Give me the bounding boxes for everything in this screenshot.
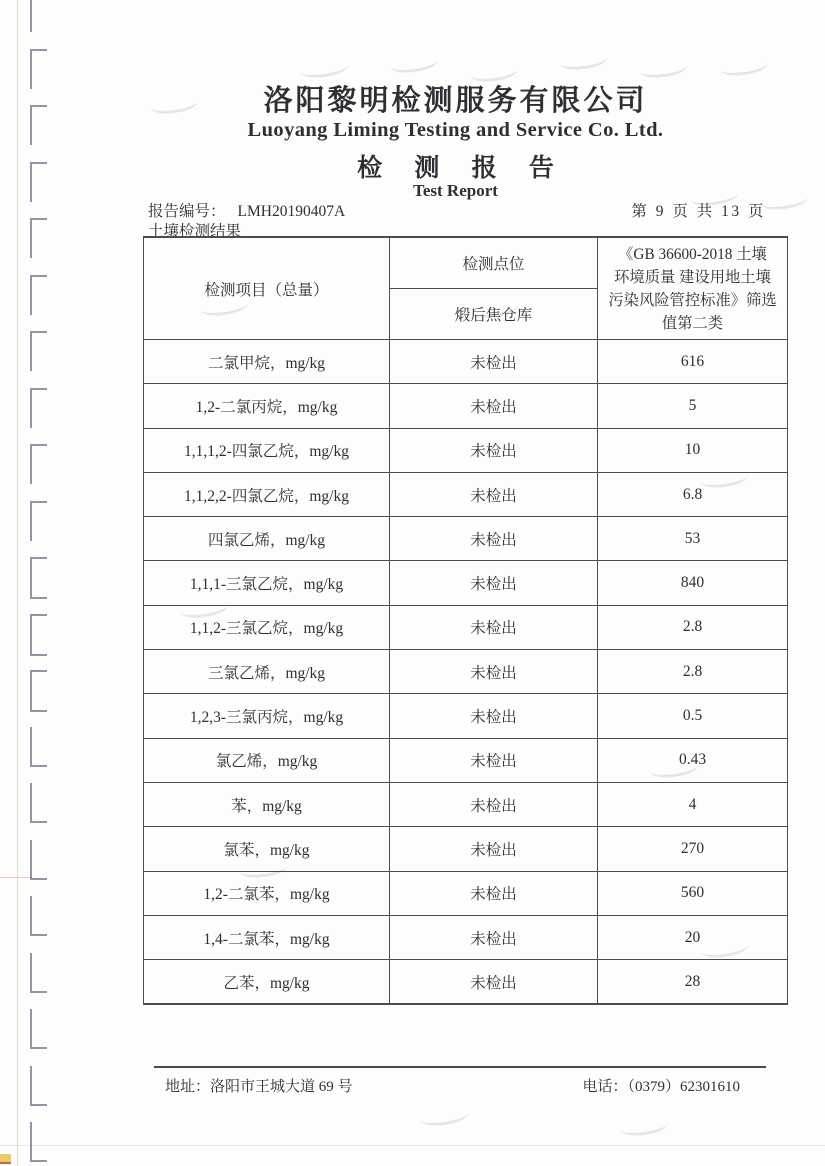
table-row bbox=[144, 472, 788, 516]
header-cell-standard bbox=[598, 237, 788, 340]
cell-limit: 5 bbox=[598, 384, 788, 428]
cell-result: 未检出 bbox=[390, 694, 598, 738]
cell-item: 三氯乙烯，mg/kg bbox=[144, 650, 390, 694]
standard-line: 环境质量 建设用地土壤 bbox=[614, 268, 771, 286]
cell-item: 1,1,1,2-四氯乙烷，mg/kg bbox=[144, 428, 390, 472]
company-name-cn: 洛阳黎明检测服务有限公司 bbox=[263, 85, 648, 117]
watermark-squiggle bbox=[389, 52, 439, 76]
watermark-squiggle bbox=[619, 1115, 669, 1139]
watermark-squiggle bbox=[559, 49, 609, 73]
binding-hole-mark bbox=[30, 896, 47, 936]
watermark-squiggle bbox=[719, 55, 769, 79]
cell-item: 二氯甲烷，mg/kg bbox=[144, 340, 390, 384]
watermark-squiggle bbox=[299, 57, 349, 81]
cell-item: 1,2,3-三氯丙烷，mg/kg bbox=[144, 694, 390, 738]
cell-limit: 616 bbox=[598, 340, 788, 384]
table-row bbox=[144, 782, 788, 826]
cell-item: 氯苯，mg/kg bbox=[144, 827, 390, 871]
cell-item: 1,1,1-三氯乙烷，mg/kg bbox=[144, 561, 390, 605]
standard-reference-text bbox=[602, 243, 783, 335]
table-row bbox=[144, 517, 788, 561]
cell-item: 1,4-二氯苯，mg/kg bbox=[144, 915, 390, 959]
scan-artifact-line bbox=[0, 1145, 825, 1146]
table-row bbox=[144, 561, 788, 605]
header-cell-location: 煅后焦仓库 bbox=[390, 289, 598, 340]
paper-edge-line bbox=[17, 0, 18, 1166]
binding-hole-mark bbox=[30, 670, 47, 712]
header-cell-item: 检测项目（总量） bbox=[144, 237, 390, 340]
cell-result: 未检出 bbox=[390, 605, 598, 649]
cell-item: 1,1,2,2-四氯乙烷，mg/kg bbox=[144, 472, 390, 516]
cell-limit: 270 bbox=[598, 827, 788, 871]
cell-item: 1,2-二氯丙烷，mg/kg bbox=[144, 384, 390, 428]
cell-limit: 6.8 bbox=[598, 472, 788, 516]
report-number bbox=[148, 199, 345, 221]
phone-label: 电话： bbox=[582, 1079, 628, 1095]
report-title-en: Test Report bbox=[413, 181, 498, 200]
cell-limit: 10 bbox=[598, 428, 788, 472]
cell-limit: 20 bbox=[598, 915, 788, 959]
cell-limit: 53 bbox=[598, 517, 788, 561]
binding-hole-mark bbox=[30, 557, 47, 599]
cell-result: 未检出 bbox=[390, 517, 598, 561]
scan-artifact-dash bbox=[0, 877, 32, 878]
cell-item: 乙苯，mg/kg bbox=[144, 960, 390, 1005]
table-row bbox=[144, 960, 788, 1005]
table-row bbox=[144, 384, 788, 428]
standard-line: 《GB 36600-2018 土壤 bbox=[618, 245, 767, 263]
cell-result: 未检出 bbox=[390, 650, 598, 694]
binding-hole-mark bbox=[30, 1122, 47, 1162]
watermark-squiggle bbox=[639, 57, 689, 81]
cell-limit: 4 bbox=[598, 782, 788, 826]
table-row bbox=[144, 605, 788, 649]
page-indicator: 第 9 页 共 13 页 bbox=[631, 203, 766, 220]
report-number-label: 报告编号： bbox=[148, 203, 226, 220]
report-number-value: LMH20190407A bbox=[237, 203, 346, 220]
footer bbox=[154, 1075, 766, 1096]
binding-hole-mark bbox=[30, 1066, 47, 1106]
cell-limit: 2.8 bbox=[598, 650, 788, 694]
table-row bbox=[144, 738, 788, 782]
cell-result: 未检出 bbox=[390, 561, 598, 605]
cell-result: 未检出 bbox=[390, 915, 598, 959]
cell-result: 未检出 bbox=[390, 472, 598, 516]
section-title: 土壤检测结果 bbox=[148, 223, 242, 240]
binding-hole-mark bbox=[30, 953, 47, 993]
table-row bbox=[144, 915, 788, 959]
binding-hole-mark bbox=[30, 1009, 47, 1049]
binding-hole-mark bbox=[30, 49, 47, 89]
table-row bbox=[144, 650, 788, 694]
cell-result: 未检出 bbox=[390, 428, 598, 472]
cell-item: 苯，mg/kg bbox=[144, 782, 390, 826]
binding-hole-mark bbox=[30, 501, 47, 541]
footer-address bbox=[165, 1075, 353, 1096]
cell-limit: 2.8 bbox=[598, 605, 788, 649]
binding-hole-mark bbox=[30, 783, 47, 823]
cell-result: 未检出 bbox=[390, 738, 598, 782]
footer-phone bbox=[582, 1075, 740, 1096]
corner-scan-mark bbox=[0, 1154, 11, 1164]
binding-hole-mark bbox=[30, 727, 47, 767]
binding-hole-mark bbox=[30, 0, 47, 32]
soil-results-table bbox=[143, 236, 788, 1005]
standard-line: 值第二类 bbox=[661, 314, 724, 332]
cell-result: 未检出 bbox=[390, 340, 598, 384]
binding-hole-mark bbox=[30, 444, 47, 484]
watermark-squiggle bbox=[419, 1105, 469, 1129]
cell-limit: 560 bbox=[598, 871, 788, 915]
table-row bbox=[144, 694, 788, 738]
binding-hole-mark bbox=[30, 105, 47, 145]
address-label: 地址： bbox=[165, 1079, 211, 1095]
header-cell-point: 检测点位 bbox=[390, 237, 598, 289]
cell-limit: 0.43 bbox=[598, 738, 788, 782]
binding-hole-mark bbox=[30, 275, 47, 315]
cell-result: 未检出 bbox=[390, 960, 598, 1005]
table-header-row-1 bbox=[144, 237, 788, 289]
cell-limit: 28 bbox=[598, 960, 788, 1005]
cell-item: 四氯乙烯，mg/kg bbox=[144, 517, 390, 561]
cell-limit: 840 bbox=[598, 561, 788, 605]
binding-hole-mark bbox=[30, 840, 47, 880]
address-value: 洛阳市王城大道 69 号 bbox=[210, 1079, 353, 1095]
meta-row bbox=[148, 199, 766, 221]
binding-hole-mark bbox=[30, 614, 47, 656]
cell-result: 未检出 bbox=[390, 782, 598, 826]
table-row bbox=[144, 340, 788, 384]
cell-result: 未检出 bbox=[390, 384, 598, 428]
standard-line: 污染风险管控标准》筛选 bbox=[608, 291, 777, 309]
cell-item: 1,1,2-三氯乙烷，mg/kg bbox=[144, 605, 390, 649]
table-row bbox=[144, 871, 788, 915]
company-name-en: Luoyang Liming Testing and Service Co. Ltd. bbox=[247, 119, 664, 141]
cell-result: 未检出 bbox=[390, 827, 598, 871]
binding-hole-mark bbox=[30, 388, 47, 428]
table-row bbox=[144, 827, 788, 871]
binding-hole-mark bbox=[30, 218, 47, 258]
cell-result: 未检出 bbox=[390, 871, 598, 915]
binding-hole-mark bbox=[30, 331, 47, 371]
report-title-cn: 检 测 报 告 bbox=[357, 155, 567, 182]
footer-divider bbox=[154, 1066, 766, 1068]
table-row bbox=[144, 428, 788, 472]
cell-item: 1,2-二氯苯，mg/kg bbox=[144, 871, 390, 915]
cell-limit: 0.5 bbox=[598, 694, 788, 738]
phone-value: （0379）62301610 bbox=[627, 1079, 740, 1095]
cell-item: 氯乙烯，mg/kg bbox=[144, 738, 390, 782]
binding-hole-mark bbox=[30, 162, 47, 202]
